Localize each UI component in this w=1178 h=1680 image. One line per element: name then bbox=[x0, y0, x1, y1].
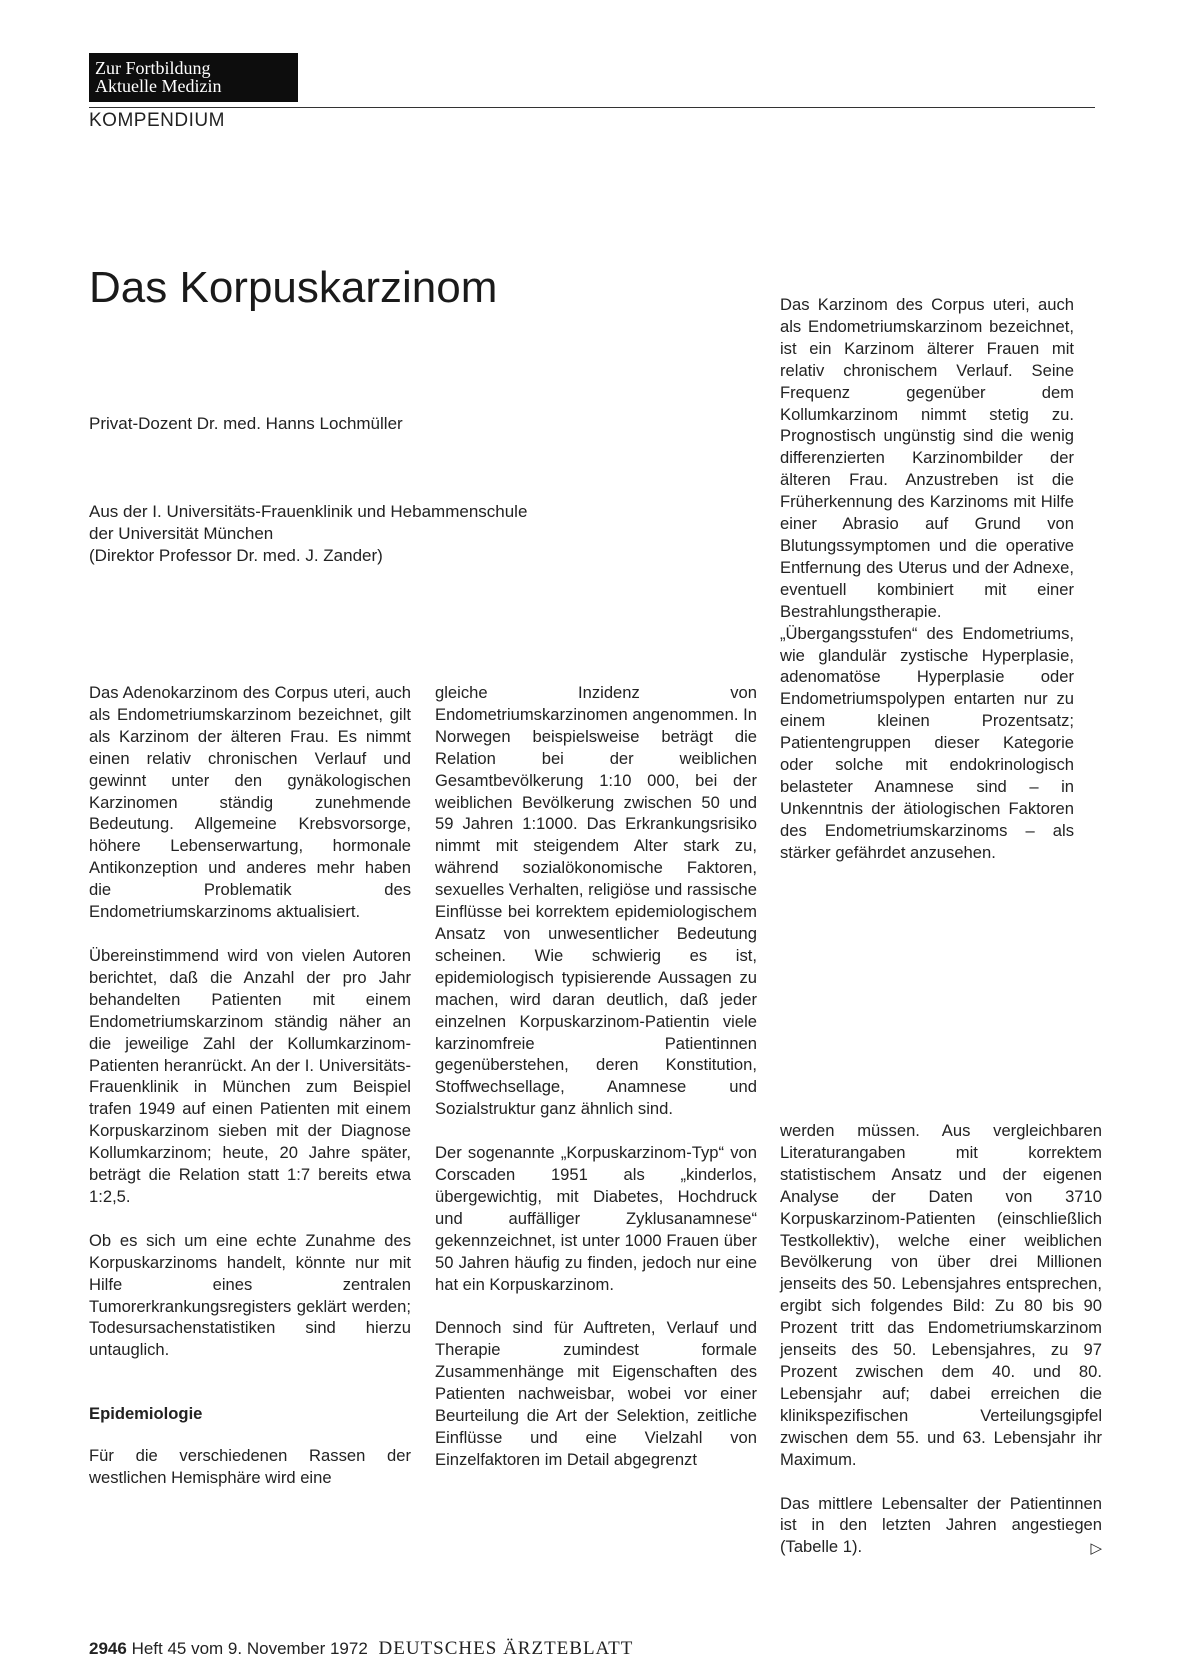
affiliation-line: (Direktor Professor Dr. med. J. Zander) bbox=[89, 546, 383, 565]
badge-line-1: Zur Fortbildung bbox=[95, 58, 211, 78]
header-rule bbox=[89, 107, 1095, 108]
paragraph: Für die verschiedenen Rassen der westlichen Hemisphäre wird eine bbox=[89, 1446, 411, 1488]
continue-arrow-icon: ▷ bbox=[1090, 1540, 1102, 1558]
body-column-1 bbox=[89, 682, 411, 1511]
page-number: 2946 bbox=[89, 1639, 127, 1658]
paragraph bbox=[780, 1493, 1102, 1559]
article-title: Das Korpuskarzinom bbox=[89, 263, 498, 312]
section-label: KOMPENDIUM bbox=[89, 110, 225, 131]
paragraph: Übereinstimmend wird von vielen Autoren berichtet, daß die Anzahl der pro Jahr behandelten Patienten mit einem Endometriumskarzinom ständig näher an die jeweilige Zahl der Kollumkarzinom-Patienten heranrückt. An der I. Universitäts-Frauenklinik in München zum Beispiel trafen 1949 auf einen Patienten mit einem Korpuskarzinom sieben mit der Diagnose Kollumkarzinom; heute, 20 Jahre später, beträgt die Relation statt 1:7 bereits etwa 1:2,5. bbox=[89, 945, 411, 1206]
paragraph: gleiche Inzidenz von Endometriumskarzinomen angenommen. In Norwegen beispielsweise beträgt die Relation bei der weiblichen Gesamtbevölkerung 1:10 000, bei der weiblichen Bevölkerung zwischen 50 und 59 Jahren 1:1000. Das Erkrankungsrisiko nimmt mit steigendem Alter stark zu, während sozialökonomische Faktoren, sexuelles Verhalten, religiöse und rassische Einflüsse bei korrektem epidemiologischem Ansatz von unwesentlicher Bedeutung scheinen. Wie schwierig es ist, epidemiologisch typisierende Aussagen zu machen, wird daran deutlich, daß jeder einzelnen Korpuskarzinom-Patientin viele karzinomfreie Patientinnen gegenüberstehen, deren Konstitution, Stoffwechsellage, Anamnese und Sozialstruktur ganz ähnlich sind. bbox=[435, 683, 757, 1119]
body-column-2 bbox=[435, 682, 757, 1493]
paragraph: Das Adenokarzinom des Corpus uteri, auch als Endometriumskarzinom bezeichnet, gilt als Karzinom der älteren Frau. Es nimmt einen relativ chronischen Verlauf und gewinnt unter den gynäkologischen Karzinomen ständig zunehmende Bedeutung. Allgemeine Krebsvorsorge, höhere Lebenserwartung, hormonale Antikonzeption und anderes mehr haben die Problematik des Endometriumskarzinoms aktualisiert. bbox=[89, 683, 411, 922]
abstract-text: Das Karzinom des Corpus uteri, auch als Endometriumskarzinom bezeichnet, ist ein Karzinom älterer Frauen mit relativ chronischem Verlauf. Seine Frequenz gegenüber dem Kollumkarzinom nimmt stetig zu. Prognostisch ungünstig sind die wenig differenzierten Karzinombilder der älteren Frau. Anzustreben ist die Früherkennung des Karzinoms mit Hilfe einer Abrasio auf Grund von Blutungssymptomen und die operative Entfernung des Uterus und der Adnexe, eventuell kombiniert mit einer Bestrahlungstherapie. „Übergangsstufen“ des Endometriums, wie glandulär zystische Hyperplasie, adenomatöse Hyperplasie oder Endometriumspolypen entarten nur zu einem kleinen Prozentsatz; Patientengruppen dieser Kategorie oder solche mit endokrinologisch belasteter Anamnese sind – in Unkenntnis der ätiologischen Faktoren des Endometriumskarzinoms – als stärker gefährdet anzusehen. bbox=[780, 295, 1074, 862]
section-heading: Epidemiologie bbox=[89, 1404, 203, 1424]
issue-info: Heft 45 vom 9. November 1972 bbox=[131, 1639, 368, 1658]
page-footer bbox=[89, 1638, 633, 1660]
abstract bbox=[780, 294, 1074, 886]
paragraph: werden müssen. Aus vergleichbaren Literaturangaben mit korrektem statistischem Ansatz und der eigenen Analyse der Daten von 3710 Korpuskarzinom-Patienten (einschließlich Testkollektiv), welche einer weiblichen Bevölkerung von über drei Millionen jenseits des 50. Lebensjahres entsprechen, ergibt sich folgendes Bild: Zu 80 bis 90 Prozent tritt das Endometriumskarzinom jenseits des 50. Lebensjahres, zu 97 Prozent zwischen dem 40. und 80. Lebensjahr auf; dabei erreichen die klinikspezifischen Verteilungsgipfel zwischen dem 55. und 63. Lebensjahr ihr Maximum. bbox=[780, 1121, 1102, 1469]
affiliation-line: Aus der I. Universitäts-Frauenklinik und Hebammenschule bbox=[89, 502, 528, 521]
affiliation-line: der Universität München bbox=[89, 524, 274, 543]
badge-line-2: Aktuelle Medizin bbox=[95, 76, 222, 96]
body-column-3 bbox=[780, 1120, 1102, 1580]
article-author: Privat-Dozent Dr. med. Hanns Lochmüller bbox=[89, 414, 403, 433]
paragraph: Der sogenannte „Korpuskarzinom-Typ“ von Corscaden 1951 als „kinderlos, übergewichtig, mit Diabetes, Hochdruck und auffälliger Zyklusanamnese“ gekennzeichnet, ist unter 1000 Frauen über 50 Jahren häufig zu finden, jedoch nur eine hat ein Korpuskarzinom. bbox=[435, 1143, 757, 1294]
paragraph-text: Das mittlere Lebensalter der Patientinnen ist in den letzten Jahren angestiegen (Tabelle 1). bbox=[780, 1493, 1102, 1557]
section-badge bbox=[89, 53, 298, 102]
magazine-name: DEUTSCHES ÄRZTEBLATT bbox=[378, 1638, 634, 1659]
article-affiliation bbox=[89, 501, 527, 567]
paragraph: Ob es sich um eine echte Zunahme des Korpuskarzinoms handelt, könnte nur mit Hilfe eines zentralen Tumorerkrankungsregisters geklärt werden; Todesursachenstatistiken sind hierzu untauglich. bbox=[89, 1230, 411, 1360]
paragraph: Dennoch sind für Auftreten, Verlauf und Therapie zumindest formale Zusammenhänge mit Eigenschaften des Patienten nachweisbar, wobei vor einer Beurteilung die Art der Selektion, zeitliche Einflüsse und eine Vielzahl von Einzelfaktoren im Detail abgegrenzt bbox=[435, 1318, 757, 1469]
